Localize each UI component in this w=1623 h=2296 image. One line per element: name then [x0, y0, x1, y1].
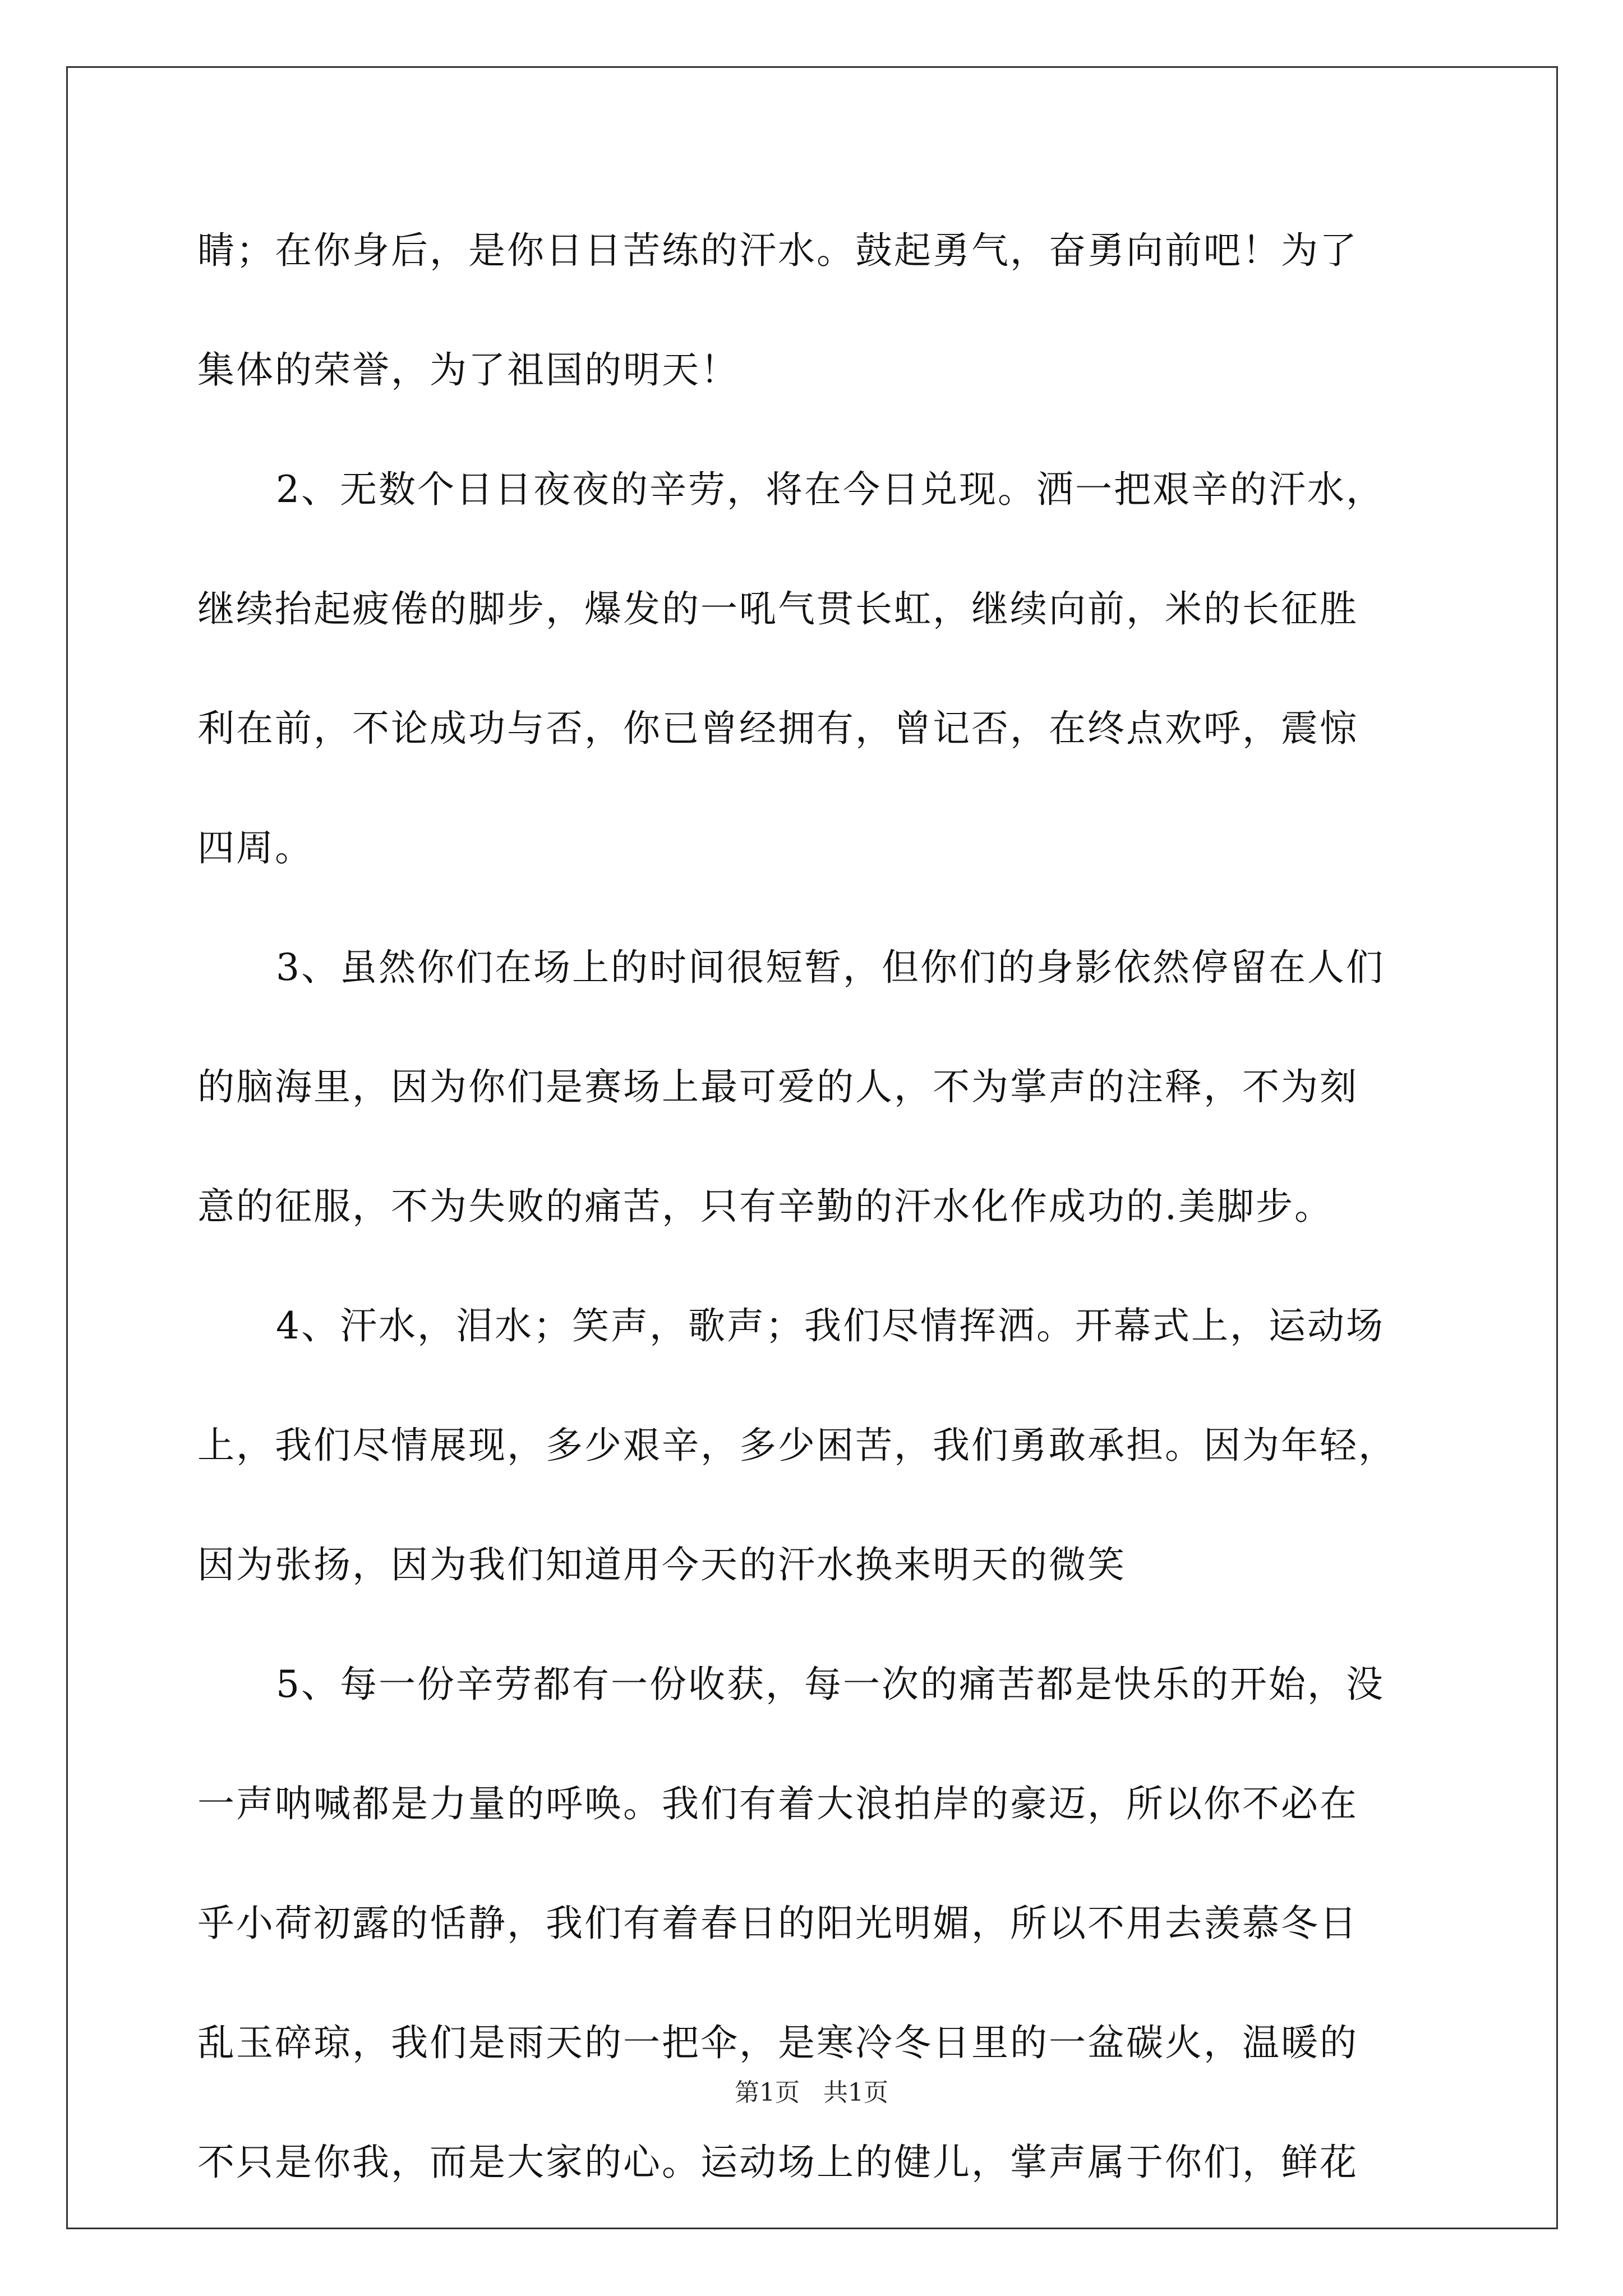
text-line: 继续抬起疲倦的脚步，爆发的一吼气贯长虹，继续向前，米的长征胜: [197, 587, 1358, 631]
text-line: 因为张扬，因为我们知道用今天的汗水换来明天的微笑: [197, 1543, 1126, 1586]
page-number-total: 共1页: [823, 2078, 888, 2107]
text-line: 四周。: [197, 826, 313, 869]
page-footer: [0, 2072, 1623, 2108]
text-line: 上，我们尽情展现，多少艰辛，多少困苦，我们勇敢承担。因为年轻，: [197, 1424, 1397, 1467]
text-line: 3、虽然你们在场上的时间很短暂，但你们的身影依然停留在人们: [276, 946, 1385, 989]
text-line: 2、无数个日日夜夜的辛劳，将在今日兑现。洒一把艰辛的汗水，: [276, 468, 1385, 511]
text-line: 乱玉碎琼，我们是雨天的一把伞，是寒冷冬日里的一盆碳火，温暖的: [197, 2021, 1358, 2064]
page-number-current: 第1页: [735, 2078, 800, 2107]
text-line: 意的征服，不为失败的痛苦，只有辛勤的汗水化作成功的.美脚步。: [197, 1185, 1333, 1228]
text-line: 乎小荷初露的恬静，我们有着春日的阳光明媚，所以不用去羡慕冬日: [197, 1902, 1358, 1945]
text-line: 睛；在你身后，是你日日苦练的汗水。鼓起勇气，奋勇向前吧！为了: [197, 229, 1358, 272]
text-line: 的脑海里，因为你们是赛场上最可爱的人，不为掌声的注释，不为刻: [197, 1065, 1358, 1108]
text-line: 5、每一份辛劳都有一份收获，每一次的痛苦都是快乐的开始，没: [276, 1663, 1385, 1706]
text-line: 集体的荣誉，为了祖国的明天！: [197, 348, 739, 392]
text-line: 不只是你我，而是大家的心。运动场上的健儿，掌声属于你们，鲜花: [197, 2141, 1358, 2184]
document-body: [197, 191, 1431, 2222]
text-line: 利在前，不论成功与否，你已曾经拥有，曾记否，在终点欢呼，震惊: [197, 707, 1358, 750]
text-line: 4、汗水，泪水；笑声，歌声；我们尽情挥洒。开幕式上，运动场: [276, 1304, 1385, 1347]
text-line: 一声呐喊都是力量的呼唤。我们有着大浪拍岸的豪迈，所以你不必在: [197, 1782, 1358, 1825]
